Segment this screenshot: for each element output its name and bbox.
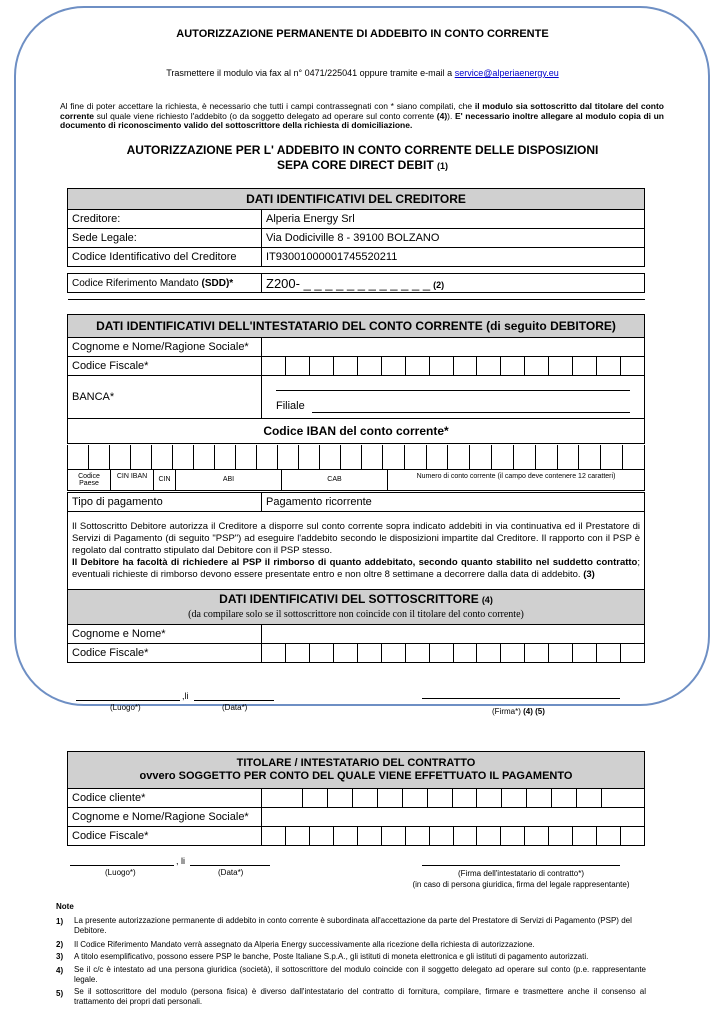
iban-char-box[interactable]: [558, 445, 580, 469]
mandate-value: Z200- _ _ _ _ _ _ _ _ _ _ _ _: [266, 275, 431, 291]
iban-char-box[interactable]: [383, 445, 405, 469]
signer-name-field[interactable]: [262, 625, 645, 644]
holder-table: [67, 751, 645, 846]
creditor-header: DATI IDENTIFICATIVI DEL CREDITORE: [68, 189, 645, 210]
iban-legend-abi: ABI: [176, 470, 282, 491]
iban-legend-cin-iban: CIN IBAN: [111, 470, 154, 491]
note-text: La presente autorizzazione permanente di addebito in conto corrente è subordinata all'accettazione da parte del Prestatore di Servizi di Pagamento (PSP) del Debitore.: [74, 916, 632, 935]
date-caption-1: (Data*): [222, 703, 248, 712]
holder-cf-label: Codice Fiscale*: [68, 827, 262, 846]
mandate-label: [68, 274, 262, 293]
iban-char-box[interactable]: [514, 445, 536, 469]
iban-char-box[interactable]: [152, 445, 173, 469]
intro-text-1: Al fine di poter accettare la richiesta, è necessario che tutti i campi contrassegnati con * siano compilati, che: [60, 101, 475, 111]
email-link[interactable]: service@alperiaenergy.eu: [454, 68, 559, 78]
creditor-label: Creditore:: [68, 210, 262, 229]
transmit-instructions: [0, 68, 725, 78]
legal-seat-value: Via Dodiciville 8 - 39100 BOLZANO: [262, 229, 645, 248]
mandate-value-cell: [262, 274, 645, 293]
debtor-name-field[interactable]: [262, 338, 645, 357]
iban-char-box[interactable]: [110, 445, 131, 469]
iban-char-box[interactable]: [579, 445, 601, 469]
iban-char-box[interactable]: [341, 445, 362, 469]
signer-cf-boxes: [262, 644, 644, 662]
auth-ref: (3): [583, 569, 595, 580]
main-title-sepa: SEPA CORE DIRECT DEBIT: [276, 158, 434, 172]
authorization-text: [68, 512, 645, 591]
intro-bold-2: (4): [436, 110, 448, 121]
debtor-header: DATI IDENTIFICATIVI DELL'INTESTATARIO DEL CONTO CORRENTE (di seguito DEBITORE): [68, 315, 645, 338]
creditor-id-label: Codice Identificativo del Creditore: [68, 248, 262, 267]
comma-li-2: , li: [176, 856, 185, 866]
iban-char-box[interactable]: [470, 445, 492, 469]
note-number: 4): [56, 966, 64, 975]
bank-line: [276, 390, 630, 391]
iban-char-box[interactable]: [405, 445, 427, 469]
client-code-field[interactable]: [262, 789, 645, 808]
form-title: AUTORIZZAZIONE PERMANENTE DI ADDEBITO IN CONTO CORRENTE: [176, 28, 549, 40]
note-text: Se il c/c è intestato ad una persona giuridica (società), il sottoscrittore del modulo coincide con il soggetto delegato ad operare sul conto (p.e. rappresentante legale.: [74, 965, 646, 984]
payment-table: [67, 492, 645, 591]
creditor-table: [67, 188, 645, 300]
iban-char-box[interactable]: [448, 445, 470, 469]
payment-type-value: Pagamento ricorrente: [262, 493, 645, 512]
signer-cf-label: Codice Fiscale*: [68, 644, 262, 663]
main-title-line-1: AUTORIZZAZIONE PER L' ADDEBITO IN CONTO CORRENTE DELLE DISPOSIZIONI: [126, 143, 599, 157]
note-number: 2): [56, 940, 64, 949]
iban-title: Codice IBAN del conto corrente*: [68, 419, 645, 444]
intro-bold-1: il modulo sia sottoscritto dal titolare del conto corrente: [60, 101, 665, 121]
note-text: Se il sottoscrittore del modulo (persona fisica) è diverso dall'intestatario del contratto di fornitura, compilare, firmare e trasmettere anche il consenso al trattamento dei propri dati personali.: [74, 987, 646, 1006]
iban-legend-cab: CAB: [282, 470, 388, 491]
branch-line: [312, 412, 630, 413]
iban-legend: [68, 470, 644, 491]
creditor-value: Alperia Energy Srl: [262, 210, 645, 229]
note-number: 1): [56, 917, 64, 926]
mandate-ref: (2): [433, 279, 445, 290]
iban-char-box[interactable]: [89, 445, 110, 469]
intro-bold-3: E' necessario inoltre allegare al modulo copia di un documento di riconoscimento valido del sottoscrittore della richiesta di domiciliazione.: [60, 110, 665, 130]
comma-li-1: ,li: [182, 691, 189, 701]
signer-table: [67, 589, 645, 663]
date-line-2[interactable]: [190, 865, 270, 866]
place-line-2[interactable]: [70, 865, 174, 866]
main-title-line-2: [0, 158, 725, 174]
place-caption-2: (Luogo*): [105, 868, 136, 877]
iban-char-box[interactable]: [68, 445, 89, 469]
note-number: 5): [56, 989, 64, 998]
debtor-name-label: Cognome e Nome/Ragione Sociale*: [68, 338, 262, 357]
client-code-boxes: [302, 789, 602, 807]
spacer: [68, 267, 645, 274]
holder-header-2: ovvero SOGGETTO PER CONTO DEL QUALE VIENE EFFETTUATO IL PAGAMENTO: [139, 770, 573, 782]
iban-grid[interactable]: [67, 445, 645, 491]
legal-seat-label: Sede Legale:: [68, 229, 262, 248]
intro-text-2: sul quale viene richiesto l'addebito (o da soggetto delegato ad operare sul conto corrente: [94, 110, 437, 121]
signer-name-label: Cognome e Nome*: [68, 625, 262, 644]
signature-line-2[interactable]: [422, 865, 620, 866]
creditor-id-value: IT93001000001745520211: [262, 248, 645, 267]
spacer: [68, 293, 645, 300]
holder-cf-boxes: [262, 827, 644, 845]
iban-char-box[interactable]: [215, 445, 236, 469]
main-title-ref: (1): [437, 161, 449, 171]
intro-paragraph: [60, 102, 664, 131]
signature-refs: (4) (5): [523, 707, 545, 716]
auth-text-1: Il Sottoscritto Debitore autorizza il Creditore a disporre sul conto corrente sopra indicato addebiti in via continuativa ed il Prestatore di Servizi di Pagamento (di seguito "PSP") ad eseguire l'addebito secondo le disposizioni impartite dal Creditore. Il rapporto con il PSP è regolato dal contratto stipulato dal Debitore con il PSP stesso.: [72, 521, 640, 556]
iban-char-box[interactable]: [427, 445, 449, 469]
signer-header-ref: (4): [481, 595, 493, 605]
holder-name-field[interactable]: [262, 808, 645, 827]
signer-header-title: DATI IDENTIFICATIVI DEL SOTTOSCRITTORE: [219, 592, 479, 606]
iban-legend-cin: CIN: [154, 470, 176, 491]
signer-cf-field[interactable]: [262, 644, 645, 663]
holder-cf-field[interactable]: [262, 827, 645, 846]
auth-text-2: ; eventuali richieste di rimborso devono essere presentate entro e non oltre 8 settimane a decorrere dalla data di addebito.: [72, 557, 640, 580]
mandate-label-text: Codice Riferimento Mandato: [72, 277, 202, 289]
main-title: [0, 143, 725, 174]
debtor-cf-field[interactable]: [262, 357, 645, 376]
signature-caption-1: [492, 707, 545, 716]
debtor-cf-label: Codice Fiscale*: [68, 357, 262, 376]
transmit-text: Trasmettere il modulo via fax al n° 0471/225041 oppure tramite e-mail a: [166, 68, 455, 78]
bank-field[interactable]: [262, 376, 645, 419]
iban-char-box[interactable]: [278, 445, 299, 469]
note-text: A titolo esemplificativo, possono essere PSP le banche, Poste Italiane S.p.A., gli istituti di moneta elettronica e gli istituti di pagamento autorizzati.: [74, 952, 589, 961]
date-line-1[interactable]: [194, 700, 274, 701]
note-text: Il Codice Riferimento Mandato verrà assegnato da Alperia Energy successivamente alla ricezione della richiesta di autorizzazione.: [74, 940, 535, 949]
holder-header: [68, 752, 645, 789]
iban-char-box[interactable]: [173, 445, 194, 469]
signer-subheader: (da compilare solo se il sottoscrittore non coincide con il titolare del conto corrente): [188, 609, 524, 620]
signature-caption-2: [380, 868, 662, 890]
iban-boxes: [68, 445, 644, 470]
iban-legend-account: Numero di conto corrente (il campo deve contenere 12 caratteri): [416, 473, 616, 480]
branch-label: Filiale: [276, 400, 305, 412]
iban-char-box[interactable]: [320, 445, 341, 469]
auth-bold: Il Debitore ha facoltà di richiedere al PSP il rimborso di quanto addebitato, secondo quanto stabilito nel suddetto contratto: [72, 557, 638, 568]
place-line-1[interactable]: [76, 700, 180, 701]
note-number: 3): [56, 952, 64, 961]
iban-char-box[interactable]: [492, 445, 514, 469]
signature-caption-text: (Firma*): [492, 707, 524, 716]
intro-text-3: ).: [447, 110, 455, 121]
holder-header-1: TITOLARE / INTESTATARIO DEL CONTRATTO: [236, 757, 476, 769]
iban-char-box[interactable]: [194, 445, 215, 469]
bank-label: BANCA*: [68, 376, 262, 419]
iban-char-box[interactable]: [257, 445, 278, 469]
holder-name-label: Cognome e Nome/Ragione Sociale*: [68, 808, 262, 827]
iban-legend-country: Codice Paese: [68, 470, 111, 491]
debtor-table: [67, 314, 645, 444]
notes-title: Note: [56, 902, 74, 911]
iban-char-box[interactable]: [536, 445, 558, 469]
client-code-label: Codice cliente*: [68, 789, 262, 808]
iban-char-box[interactable]: [362, 445, 383, 469]
iban-char-box[interactable]: [131, 445, 152, 469]
date-caption-2: (Data*): [218, 868, 244, 877]
place-caption-1: (Luogo*): [110, 703, 141, 712]
iban-char-box[interactable]: [623, 445, 644, 469]
iban-char-box[interactable]: [236, 445, 257, 469]
mandate-label-bold: (SDD)*: [201, 277, 234, 289]
signature-caption-2a: (Firma dell'intestatario di contratto*): [457, 869, 585, 878]
payment-type-label: Tipo di pagamento: [68, 493, 262, 512]
signature-line-1[interactable]: [422, 698, 620, 699]
cf-boxes: [262, 357, 644, 375]
signer-header: [68, 590, 645, 625]
iban-char-box[interactable]: [601, 445, 623, 469]
iban-char-box[interactable]: [299, 445, 320, 469]
signature-caption-2b: (in caso di persona giuridica, firma del legale rappresentante): [412, 880, 630, 889]
